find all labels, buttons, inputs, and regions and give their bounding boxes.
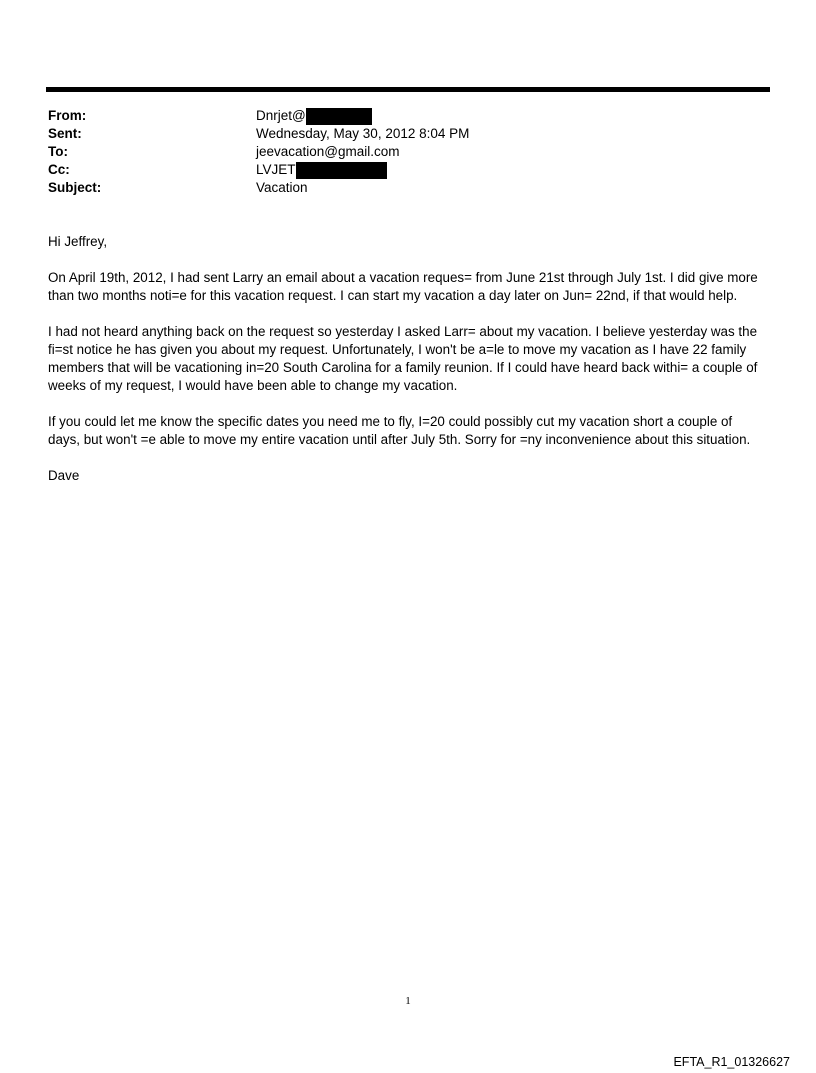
- page-number: 1: [405, 995, 411, 1007]
- paragraph-line: If you could let me know the specific dates you need me to fly, I=20 could possibly cut my vacation short a couple of: [48, 414, 733, 429]
- paragraph-1: [48, 269, 772, 305]
- paragraph-line: I had not heard anything back on the request so yesterday I asked Larr= about my vacation. I believe yesterday was the: [48, 324, 758, 339]
- cc-label: Cc:: [48, 162, 70, 177]
- from-address: Dnrjet@: [256, 108, 306, 123]
- greeting: Hi Jeffrey,: [48, 234, 108, 249]
- from-label: From:: [48, 108, 87, 123]
- document-id: EFTA_R1_01326627: [673, 1055, 790, 1069]
- redaction-block: [296, 162, 387, 179]
- paragraph-line: than two months noti=e for this vacation request. I can start my vacation a day later on Jun= 22nd, if that would help.: [48, 288, 738, 303]
- to-value: jeevacation@gmail.com: [256, 144, 400, 159]
- header-subject-row: [48, 179, 768, 197]
- cc-value: [256, 161, 387, 179]
- paragraph-3: [48, 413, 772, 449]
- email-header: [48, 107, 768, 197]
- paragraph-line: fi=st notice he has given you about my request. Unfortunately, I won't be a=le to move my vacation as I have 22 family: [48, 342, 747, 357]
- paragraph-2: [48, 323, 772, 395]
- to-label: To:: [48, 144, 68, 159]
- paragraph-line: On April 19th, 2012, I had sent Larry an email about a vacation reques= from June 21st through July 1st. I did give more: [48, 270, 758, 285]
- email-body: [48, 233, 772, 503]
- subject-value: Vacation: [256, 180, 308, 195]
- from-value: [256, 107, 372, 125]
- top-rule: [46, 87, 770, 92]
- paragraph-line: days, but won't =e able to move my entire vacation until after July 5th. Sorry for =ny inconvenience about this situation.: [48, 432, 751, 447]
- signature: Dave: [48, 468, 80, 483]
- paragraph-line: weeks of my request, I would have been able to change my vacation.: [48, 378, 458, 393]
- header-sent-row: [48, 125, 768, 143]
- subject-label: Subject:: [48, 180, 102, 195]
- redaction-block: [306, 108, 372, 125]
- sent-label: Sent:: [48, 126, 82, 141]
- header-from-row: [48, 107, 768, 125]
- header-cc-row: [48, 161, 768, 179]
- sent-value: Wednesday, May 30, 2012 8:04 PM: [256, 126, 470, 141]
- paragraph-line: members that will be vacationing in=20 South Carolina for a family reunion. If I could have heard back withi= a couple of: [48, 360, 758, 375]
- cc-address: LVJET: [256, 162, 296, 177]
- header-to-row: [48, 143, 768, 161]
